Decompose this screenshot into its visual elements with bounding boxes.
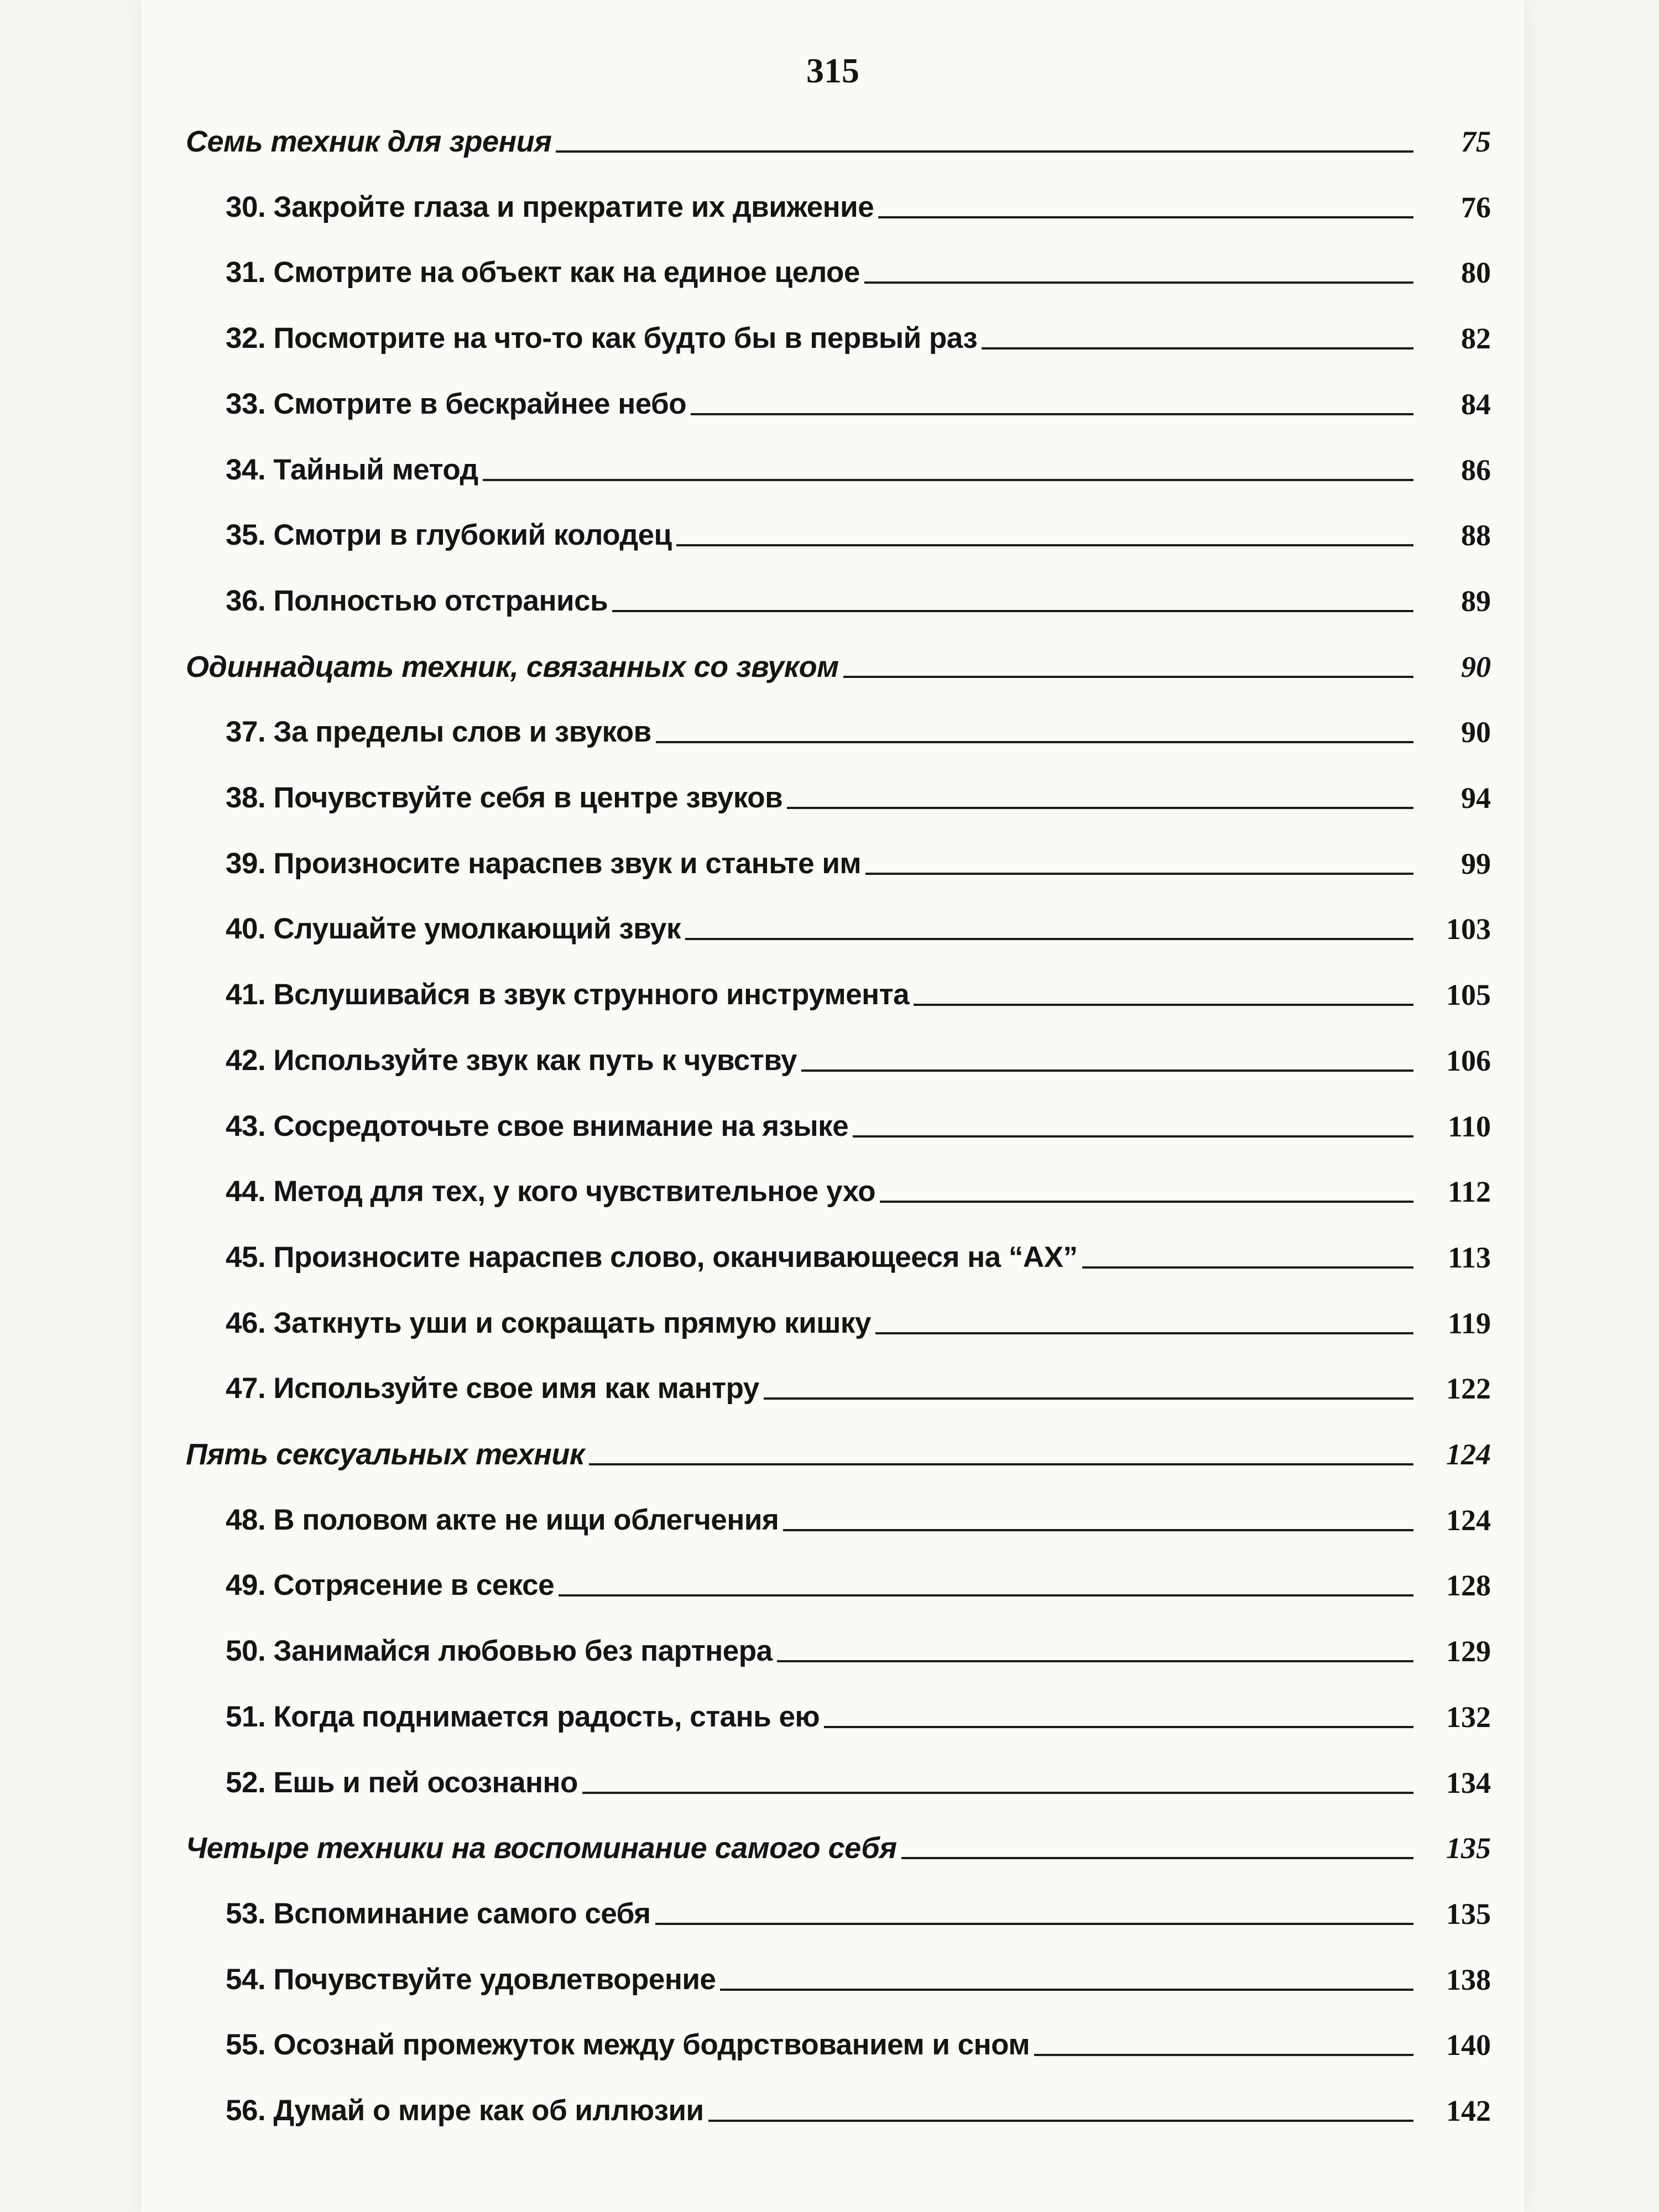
book-page bbox=[142, 0, 1524, 2212]
entry-page-number: 124 bbox=[1446, 1438, 1491, 1471]
entry-page-number: 105 bbox=[1446, 978, 1491, 1012]
leader-line bbox=[853, 1135, 1413, 1138]
leader-line bbox=[685, 938, 1413, 940]
entry-page-number: 122 bbox=[1446, 1372, 1491, 1406]
toc-entry bbox=[186, 1154, 1491, 1209]
toc-section-heading bbox=[186, 1417, 1491, 1472]
entry-page-number: 142 bbox=[1446, 2094, 1491, 2127]
entry-title: 48. В половом акте не ищи облегчения bbox=[226, 1503, 779, 1536]
entry-page-number: 135 bbox=[1446, 1832, 1491, 1865]
leader-line bbox=[777, 1660, 1413, 1662]
leader-line bbox=[676, 544, 1413, 546]
entry-page-number: 86 bbox=[1461, 453, 1491, 487]
toc-entry bbox=[186, 760, 1491, 816]
leader-line bbox=[787, 807, 1413, 809]
leader-line bbox=[655, 1923, 1413, 1925]
entry-page-number: 94 bbox=[1461, 781, 1491, 815]
entry-title: 55. Осознай промежуток между бодрствованием и сном bbox=[226, 2028, 1030, 2062]
toc-entry bbox=[186, 1286, 1491, 1341]
toc-section-heading bbox=[186, 1811, 1491, 1866]
toc-entry bbox=[186, 1351, 1491, 1406]
entry-page-number: 119 bbox=[1447, 1306, 1491, 1340]
toc-entry bbox=[186, 498, 1491, 553]
leader-line bbox=[559, 1594, 1413, 1597]
entry-title: 47. Используйте свое имя как мантру bbox=[226, 1372, 759, 1405]
entry-title: 43. Сосредоточьте свое внимание на языке bbox=[226, 1109, 849, 1142]
section-title: Четыре техники на воспоминание самого себя bbox=[186, 1832, 897, 1865]
entry-title: 36. Полностью отстранись bbox=[226, 584, 608, 617]
leader-line bbox=[982, 347, 1413, 349]
leader-line bbox=[612, 610, 1413, 612]
leader-line bbox=[914, 1004, 1413, 1006]
entry-page-number: 134 bbox=[1446, 1766, 1491, 1799]
toc-entry bbox=[186, 432, 1491, 488]
entry-title: 42. Используйте звук как путь к чувству bbox=[226, 1044, 797, 1077]
leader-line bbox=[708, 2120, 1413, 2122]
entry-page-number: 129 bbox=[1446, 1635, 1491, 1668]
leader-line bbox=[864, 281, 1413, 284]
leader-line bbox=[901, 1857, 1413, 1859]
toc-entry bbox=[186, 1089, 1491, 1144]
toc-entry bbox=[186, 2007, 1491, 2063]
entry-page-number: 84 bbox=[1461, 387, 1491, 421]
toc-entry bbox=[186, 891, 1491, 947]
leader-line bbox=[589, 1463, 1413, 1465]
leader-line bbox=[878, 216, 1413, 218]
toc-entry bbox=[186, 1679, 1491, 1735]
entry-title: 33. Смотрите в бескрайнее небо bbox=[226, 387, 687, 420]
entry-title: 44. Метод для тех, у кого чувствительное ухо bbox=[226, 1175, 876, 1208]
leader-line bbox=[783, 1529, 1413, 1531]
entry-page-number: 89 bbox=[1461, 584, 1491, 618]
entry-page-number: 80 bbox=[1461, 256, 1491, 290]
entry-title: 35. Смотри в глубокий колодец bbox=[226, 519, 672, 552]
toc-section-heading bbox=[186, 629, 1491, 685]
entry-title: 34. Тайный метод bbox=[226, 453, 478, 486]
entry-page-number: 90 bbox=[1461, 716, 1491, 749]
entry-page-number: 128 bbox=[1446, 1569, 1491, 1603]
page-number: 315 bbox=[806, 51, 859, 90]
section-title: Семь техник для зрения bbox=[186, 125, 552, 158]
leader-line bbox=[691, 413, 1413, 415]
entry-title: 39. Произносите нараспев звук и станьте им bbox=[226, 847, 862, 880]
entry-page-number: 135 bbox=[1446, 1897, 1491, 1931]
entry-page-number: 90 bbox=[1461, 650, 1491, 684]
entry-title: 54. Почувствуйте удовлетворение bbox=[226, 1963, 716, 1996]
toc-entry bbox=[186, 1614, 1491, 1669]
toc-entry bbox=[186, 235, 1491, 290]
toc-entry bbox=[186, 564, 1491, 619]
toc-entry bbox=[186, 1876, 1491, 1932]
entry-title: 46. Заткнуть уши и сокращать прямую кишку bbox=[226, 1306, 871, 1339]
toc-entry bbox=[186, 826, 1491, 881]
entry-page-number: 99 bbox=[1461, 847, 1491, 880]
entry-title: 40. Слушайте умолкающий звук bbox=[226, 912, 681, 946]
entry-page-number: 75 bbox=[1461, 125, 1491, 158]
entry-page-number: 140 bbox=[1446, 2028, 1491, 2062]
entry-page-number: 106 bbox=[1446, 1044, 1491, 1077]
toc-entry bbox=[186, 1220, 1491, 1275]
toc-section-heading bbox=[186, 104, 1491, 159]
toc-entry bbox=[186, 170, 1491, 225]
toc-entry bbox=[186, 1548, 1491, 1603]
entry-page-number: 112 bbox=[1447, 1175, 1491, 1209]
leader-line bbox=[582, 1792, 1413, 1794]
section-title: Одиннадцать техник, связанных со звуком bbox=[186, 650, 839, 684]
leader-line bbox=[764, 1397, 1413, 1400]
leader-line bbox=[880, 1201, 1413, 1203]
entry-page-number: 88 bbox=[1461, 519, 1491, 552]
entry-page-number: 82 bbox=[1461, 322, 1491, 356]
toc-entry bbox=[186, 1023, 1491, 1078]
toc-entry bbox=[186, 1483, 1491, 1538]
toc-entry bbox=[186, 1942, 1491, 1997]
section-title: Пять сексуальных техник bbox=[186, 1438, 585, 1471]
toc-entry bbox=[186, 957, 1491, 1013]
entry-title: 49. Сотрясение в сексе bbox=[226, 1569, 555, 1602]
toc-entry bbox=[186, 1745, 1491, 1801]
entry-title: 41. Вслушивайся в звук струнного инструмента bbox=[226, 978, 910, 1011]
entry-page-number: 103 bbox=[1446, 912, 1491, 946]
entry-page-number: 76 bbox=[1461, 190, 1491, 224]
leader-line bbox=[875, 1332, 1413, 1334]
toc-entry bbox=[186, 2073, 1491, 2128]
leader-line bbox=[865, 873, 1413, 875]
leader-line bbox=[1082, 1266, 1413, 1269]
entry-page-number: 110 bbox=[1447, 1109, 1491, 1143]
leader-line bbox=[656, 741, 1413, 743]
entry-title: 56. Думай о мире как об иллюзии bbox=[226, 2094, 704, 2127]
entry-title: 50. Занимайся любовью без партнера bbox=[226, 1635, 773, 1668]
entry-title: 38. Почувствуйте себя в центре звуков bbox=[226, 781, 783, 814]
entry-title: 30. Закройте глаза и прекратите их движение bbox=[226, 190, 874, 223]
entry-title: 32. Посмотрите на что-то как будто бы в первый раз bbox=[226, 322, 978, 355]
entry-title: 45. Произносите нараспев слово, оканчивающееся на “АХ” bbox=[226, 1240, 1078, 1274]
leader-line bbox=[1034, 2054, 1413, 2056]
entry-page-number: 113 bbox=[1447, 1240, 1491, 1274]
leader-line bbox=[556, 150, 1413, 153]
leader-line bbox=[843, 676, 1413, 678]
entry-page-number: 124 bbox=[1446, 1503, 1491, 1537]
leader-line bbox=[801, 1070, 1413, 1072]
entry-page-number: 132 bbox=[1446, 1700, 1491, 1734]
entry-title: 53. Вспоминание самого себя bbox=[226, 1897, 651, 1930]
leader-line bbox=[824, 1726, 1413, 1728]
entry-page-number: 138 bbox=[1446, 1963, 1491, 1996]
toc-entry bbox=[186, 301, 1491, 356]
leader-line bbox=[720, 1989, 1413, 1991]
entry-title: 52. Ешь и пей осознанно bbox=[226, 1766, 578, 1799]
leader-line bbox=[483, 479, 1413, 481]
entry-title: 31. Смотрите на объект как на единое целое bbox=[226, 256, 860, 289]
entry-title: 37. За пределы слов и звуков bbox=[226, 716, 651, 749]
entry-title: 51. Когда поднимается радость, стань ею bbox=[226, 1700, 820, 1733]
toc-entry bbox=[186, 367, 1491, 422]
toc-entry bbox=[186, 695, 1491, 750]
